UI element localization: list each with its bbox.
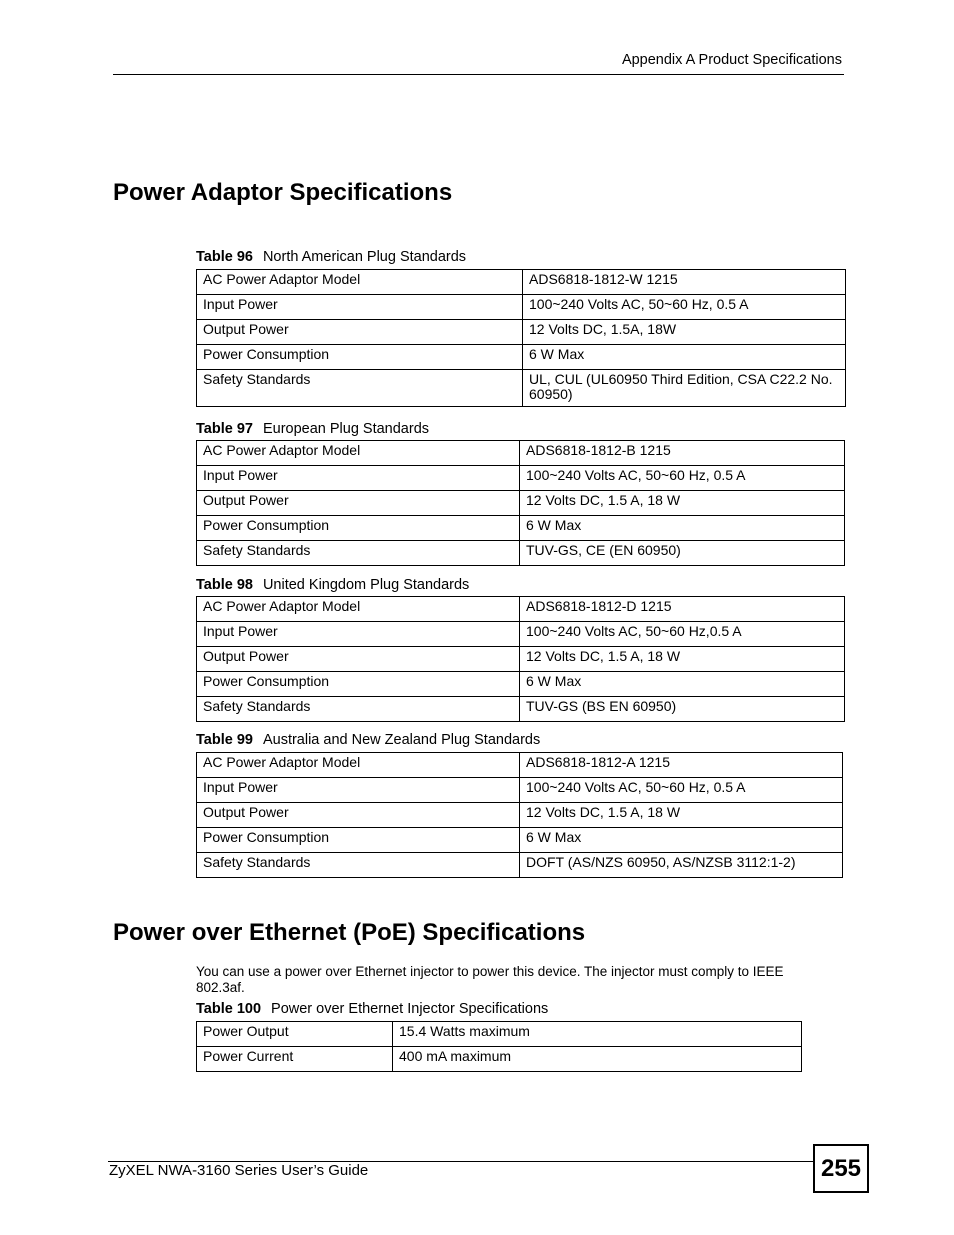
spec-label: Input Power	[197, 622, 520, 647]
spec-value: 12 Volts DC, 1.5 A, 18 W	[520, 803, 843, 828]
spec-value: TUV-GS, CE (EN 60950)	[520, 541, 845, 566]
spec-value: ADS6818-1812-D 1215	[520, 597, 845, 622]
table-row	[197, 828, 843, 853]
table-row	[197, 320, 846, 345]
table-97-caption	[196, 421, 429, 437]
spec-label: Safety Standards	[197, 370, 523, 407]
spec-value: 12 Volts DC, 1.5 A, 18 W	[520, 647, 845, 672]
spec-label: Output Power	[197, 491, 520, 516]
spec-value: 6 W Max	[520, 828, 843, 853]
spec-label: Power Consumption	[197, 828, 520, 853]
spec-label: Power Consumption	[197, 672, 520, 697]
spec-label: AC Power Adaptor Model	[197, 753, 520, 778]
spec-label: Safety Standards	[197, 697, 520, 722]
table-row	[197, 647, 845, 672]
spec-value: 100~240 Volts AC, 50~60 Hz, 0.5 A	[523, 295, 846, 320]
poe-intro: You can use a power over Ethernet injector to power this device. The injector must comply to IEEE 802.3af.	[196, 964, 784, 995]
spec-label: Power Consumption	[197, 345, 523, 370]
table-98	[196, 596, 845, 722]
spec-label: Output Power	[197, 803, 520, 828]
spec-value: 6 W Max	[520, 672, 845, 697]
table-title: Australia and New Zealand Plug Standards	[262, 732, 541, 748]
table-96-caption	[196, 249, 466, 265]
table-row	[197, 345, 846, 370]
spec-value: ADS6818-1812-W 1215	[523, 270, 846, 295]
table-97	[196, 440, 845, 566]
spec-value: ADS6818-1812-B 1215	[520, 441, 845, 466]
table-title: United Kingdom Plug Standards	[262, 577, 470, 593]
spec-value: 100~240 Volts AC, 50~60 Hz, 0.5 A	[520, 778, 843, 803]
table-row	[197, 753, 843, 778]
table-row	[197, 541, 845, 566]
table-number: Table 96	[196, 249, 253, 265]
spec-value: 400 mA maximum	[393, 1047, 802, 1072]
table-row	[197, 466, 845, 491]
power-adaptor-heading: Power Adaptor Specifications	[113, 179, 453, 206]
table-98-caption	[196, 577, 469, 593]
spec-label: Power Current	[197, 1047, 393, 1072]
spec-label: Input Power	[197, 466, 520, 491]
table-row	[197, 516, 845, 541]
spec-value: 6 W Max	[523, 345, 846, 370]
table-99-caption	[196, 732, 540, 748]
table-row	[197, 1022, 802, 1047]
table-number: Table 97	[196, 421, 253, 437]
table-row	[197, 441, 845, 466]
table-row	[197, 370, 846, 407]
spec-value: 15.4 Watts maximum	[393, 1022, 802, 1047]
table-row	[197, 803, 843, 828]
spec-label: AC Power Adaptor Model	[197, 441, 520, 466]
spec-value: 100~240 Volts AC, 50~60 Hz,0.5 A	[520, 622, 845, 647]
table-number: Table 98	[196, 577, 253, 593]
table-row	[197, 853, 843, 878]
spec-value: ADS6818-1812-A 1215	[520, 753, 843, 778]
spec-label: Safety Standards	[197, 853, 520, 878]
table-row	[197, 270, 846, 295]
table-title: European Plug Standards	[262, 421, 430, 437]
table-row	[197, 1047, 802, 1072]
spec-label: Output Power	[197, 647, 520, 672]
spec-value: DOFT (AS/NZS 60950, AS/NZSB 3112:1-2)	[520, 853, 843, 878]
spec-value: UL, CUL (UL60950 Third Edition, CSA C22.2 No. 60950)	[523, 370, 846, 407]
table-row	[197, 697, 845, 722]
table-row	[197, 491, 845, 516]
table-row	[197, 597, 845, 622]
table-number: Table 100	[196, 1001, 262, 1017]
table-row	[197, 622, 845, 647]
spec-label: AC Power Adaptor Model	[197, 597, 520, 622]
spec-value: 12 Volts DC, 1.5A, 18W	[523, 320, 846, 345]
poe-heading: Power over Ethernet (PoE) Specifications	[113, 919, 586, 946]
spec-label: Input Power	[197, 778, 520, 803]
table-100	[196, 1021, 802, 1072]
header-text: Appendix A Product Specifications	[621, 52, 842, 68]
spec-label: Power Output	[197, 1022, 393, 1047]
spec-value: 6 W Max	[520, 516, 845, 541]
table-100-caption	[196, 1001, 548, 1017]
spec-value: TUV-GS (BS EN 60950)	[520, 697, 845, 722]
table-number: Table 99	[196, 732, 253, 748]
spec-label: Power Consumption	[197, 516, 520, 541]
page-number: 255	[813, 1144, 869, 1193]
table-row	[197, 672, 845, 697]
spec-value: 12 Volts DC, 1.5 A, 18 W	[520, 491, 845, 516]
table-99	[196, 752, 843, 878]
header-rule	[113, 74, 844, 75]
spec-label: Input Power	[197, 295, 523, 320]
spec-label: Safety Standards	[197, 541, 520, 566]
spec-label: AC Power Adaptor Model	[197, 270, 523, 295]
footer-guide-title: ZyXEL NWA-3160 Series User’s Guide	[109, 1162, 369, 1179]
table-row	[197, 778, 843, 803]
table-96	[196, 269, 846, 407]
table-title: Power over Ethernet Injector Specifications	[271, 1001, 549, 1017]
spec-value: 100~240 Volts AC, 50~60 Hz, 0.5 A	[520, 466, 845, 491]
table-title: North American Plug Standards	[262, 249, 467, 265]
spec-label: Output Power	[197, 320, 523, 345]
table-row	[197, 295, 846, 320]
